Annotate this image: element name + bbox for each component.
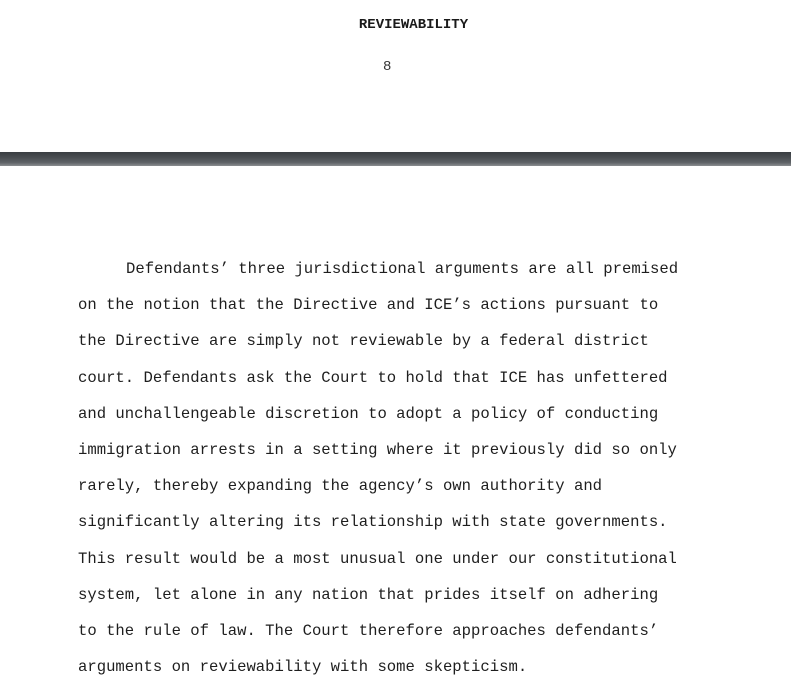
page-body <box>0 166 791 677</box>
paragraph-line: system, let alone in any nation that prides itself on adhering <box>78 585 659 604</box>
body-paragraph <box>78 251 718 677</box>
paragraph-line: on the notion that the Directive and ICE’s actions pursuant to <box>78 296 659 315</box>
paragraph-line: significantly altering its relationship with state governments. <box>78 513 668 532</box>
paragraph-line: Defendants’ three jurisdictional arguments are all premised <box>126 260 679 278</box>
page-divider <box>0 152 791 166</box>
page-top <box>0 0 791 152</box>
paragraph-line: This result would be a most unusual one under our constitutional <box>78 549 677 568</box>
paragraph-line: immigration arrests in a setting where it previously did so only <box>78 441 677 460</box>
paragraph-line: and unchallengeable discretion to adopt a policy of conducting <box>78 404 659 423</box>
paragraph-line: to the rule of law. The Court therefore approaches defendants’ <box>78 622 659 641</box>
paragraph-line: rarely, thereby expanding the agency’s own authority and <box>78 477 603 496</box>
paragraph-line: the Directive are simply not reviewable by a federal district <box>78 332 649 351</box>
paragraph-line: court. Defendants ask the Court to hold that ICE has unfettered <box>78 368 668 387</box>
page-number: 8 <box>383 59 392 75</box>
paragraph-line: arguments on reviewability with some skepticism. <box>78 658 528 677</box>
section-heading: REVIEWABILITY <box>358 17 469 33</box>
